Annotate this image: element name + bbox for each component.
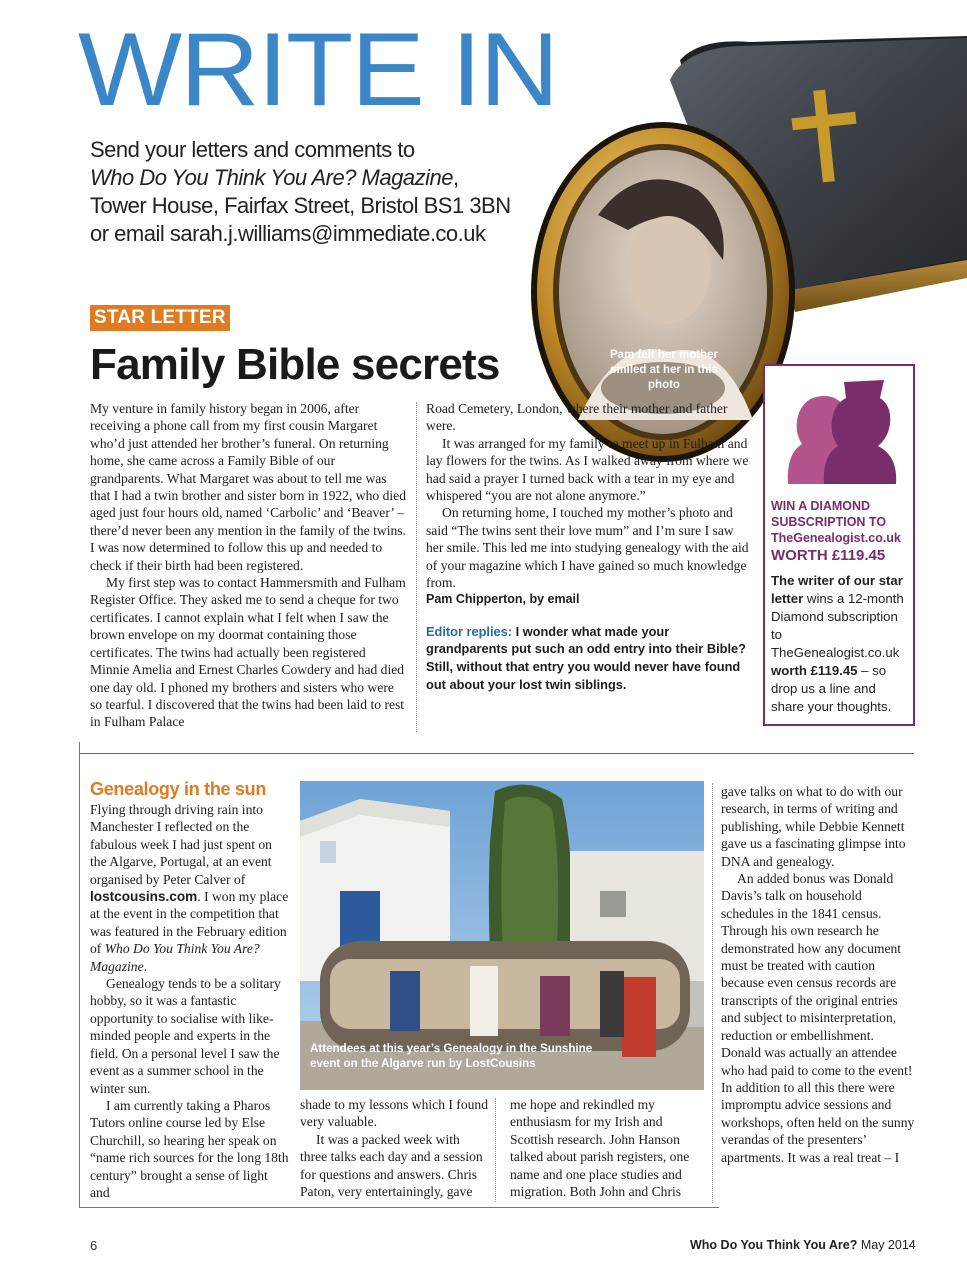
letter-signoff: Pam Chipperton, by email <box>426 592 580 607</box>
section-divider <box>80 753 914 754</box>
sun-letter-column-3 <box>510 1096 706 1200</box>
letter-paragraph: shade to my lessons which I found very valuable. <box>300 1097 489 1130</box>
star-letter-column-1 <box>90 400 408 731</box>
column-divider <box>712 783 713 1203</box>
letter-paragraph: Flying through driving rain into Manchester I reflected on the fabulous week I had just spent on the Algarve, Portugal, at an event organised by Peter Calver of lostcousins.com. I won my place at the event in the competition that was featured in the February edition of Who Do You Think You Are? Magazine. <box>90 802 289 974</box>
contact-address: Tower House, Fairfax Street, Bristol BS1 3BN <box>90 193 511 218</box>
magazine-name: Who Do You Think You Are? Magazine <box>90 165 453 190</box>
lostcousins-link[interactable]: lostcousins.com <box>90 889 198 905</box>
genealogist-logo-icon <box>780 372 904 488</box>
editor-reply-text: I wonder what made your grandparents put such an odd entry into their Bible? Still, without that entry you would never have found out about your lost twin siblings. <box>426 623 746 692</box>
letter-paragraph: Genealogy tends to be a solitary hobby, so it was a fantastic opportunity to socialise with like-minded people and experts in the field. On a personal level I saw the event as a summer school in the winter sun. <box>90 976 281 1096</box>
sun-letter-column-1 <box>90 801 290 1201</box>
portrait-caption: Pam felt her mother smiled at her in this photo <box>610 349 718 391</box>
letter-paragraph: I am currently taking a Pharos Tutors online course led by Else Churchill, so hearing her speak on “name rich sources for the long 18th century” brought a sense of light and <box>90 1097 289 1200</box>
letter-paragraph: An added bonus was Donald Davis’s talk on household schedules in the 1841 census. Through his own research he demonstrated how any document must be treated with caution because even census records are transcripts of the original entries and subject to misinterpretation, reduction or embellishment. Donald was actually an attendee who had paid to come to the event! In addition to all this there were impromptu advice sessions and workshops, often held on the sunny verandas of the presenters’ apartments. It was a real treat – I <box>721 871 915 1165</box>
column-divider <box>495 1098 496 1202</box>
letter-paragraph: My venture in family history began in 2006, after receiving a phone call from my first cousin Margaret who’d just attended her brother’s funeral. On returning home, she came across a Family Bible of our grandparents. What Margaret was about to tell me was that I had a twin brother and sister born in 1922, who died aged just four hours old, named ‘Carbolic’ and ‘Beaver’ – there’d never been any mention in the family of the twins. I was now determined to follow this up and needed to check if their birth had been registered. <box>90 401 406 573</box>
footer-issue: Who Do You Think You Are? May 2014 <box>690 1238 916 1252</box>
star-letter-title: Family Bible secrets <box>90 340 500 389</box>
letter-paragraph: gave talks on what to do with our research, in terms of writing and publishing, while Debbie Kennett gave us a fascinating glimpse into DNA and genealogy. <box>721 784 906 869</box>
prize-site: TheGenealogist.co.uk <box>771 531 901 545</box>
contact-email: or email sarah.j.williams@immediate.co.uk <box>90 221 486 246</box>
sun-letter-column-2 <box>300 1096 490 1200</box>
bottom-rule <box>79 1207 719 1208</box>
left-rule <box>79 742 80 1208</box>
contact-details <box>90 136 511 248</box>
letter-paragraph: Road Cemetery, London, where their mother and father were. <box>426 401 728 434</box>
letter-paragraph: It was a packed week with three talks each day and a session for questions and answers. Chris Paton, very entertainingly, gave <box>300 1131 483 1200</box>
editor-reply <box>426 623 752 693</box>
letter-paragraph: On returning home, I touched my mother’s photo and said “The twins sent their love mum” and I’m sure I saw her smile. This led me into studying genealogy with the aid of your magazine which I have gained so much knowledge from. <box>426 505 749 591</box>
letter-paragraph: My first step was to contact Hammersmith and Fulham Register Office. They asked me to send a cheque for two certificates. I cannot explain what I felt when I saw the brown envelope on my doormat containing those certificates. The twins had actually been registered Minnie Amelia and Ernest Charles Cowdery and had died one day old. I phoned my brothers and sisters who were so tearful. I discovered that the twins had been laid to rest in Fulham Palace <box>90 575 406 730</box>
editor-reply-label: Editor replies: <box>426 623 513 639</box>
column-divider <box>416 402 417 732</box>
contact-line-2: Who Do You Think You Are? Magazine, <box>90 165 459 190</box>
prize-heading: WIN A DIAMOND SUBSCRIPTION TO TheGenealogist.co.uk WORTH £119.45 <box>771 498 911 566</box>
letter-paragraph: It was arranged for my family to meet up in Fulham and lay flowers for the twins. As I walked away from where we had said a prayer I turned back with a tear in my eye and whispered “you are not alone anymore.” <box>426 435 749 504</box>
page-number: 6 <box>90 1238 98 1253</box>
star-letter-column-2 <box>426 400 752 693</box>
prize-worth: WORTH £119.45 <box>771 547 886 564</box>
photo-caption: Attendees at this year’s Genealogy in the Sunshine event on the Algarve run by LostCousins <box>310 1042 593 1070</box>
group-of-attendees-icon <box>320 941 690 1057</box>
page-headline: WRITE IN <box>78 12 558 128</box>
star-letter-label: STAR LETTER <box>90 305 230 331</box>
contact-line-1: Send your letters and comments to <box>90 137 415 162</box>
sun-letter-title: Genealogy in the sun <box>90 779 267 799</box>
sun-letter-column-4 <box>721 783 917 1166</box>
letter-paragraph: me hope and rekindled my enthusiasm for my Irish and Scottish research. John Hanson talked about parish registers, one name and one place studies and migration. Both John and Chris <box>510 1097 690 1200</box>
prize-description: The writer of our star letter wins a 12-month Diamond subscription to TheGenealogist.co.uk worth £119.45 – so drop us a line and share your thoughts. <box>771 573 904 714</box>
